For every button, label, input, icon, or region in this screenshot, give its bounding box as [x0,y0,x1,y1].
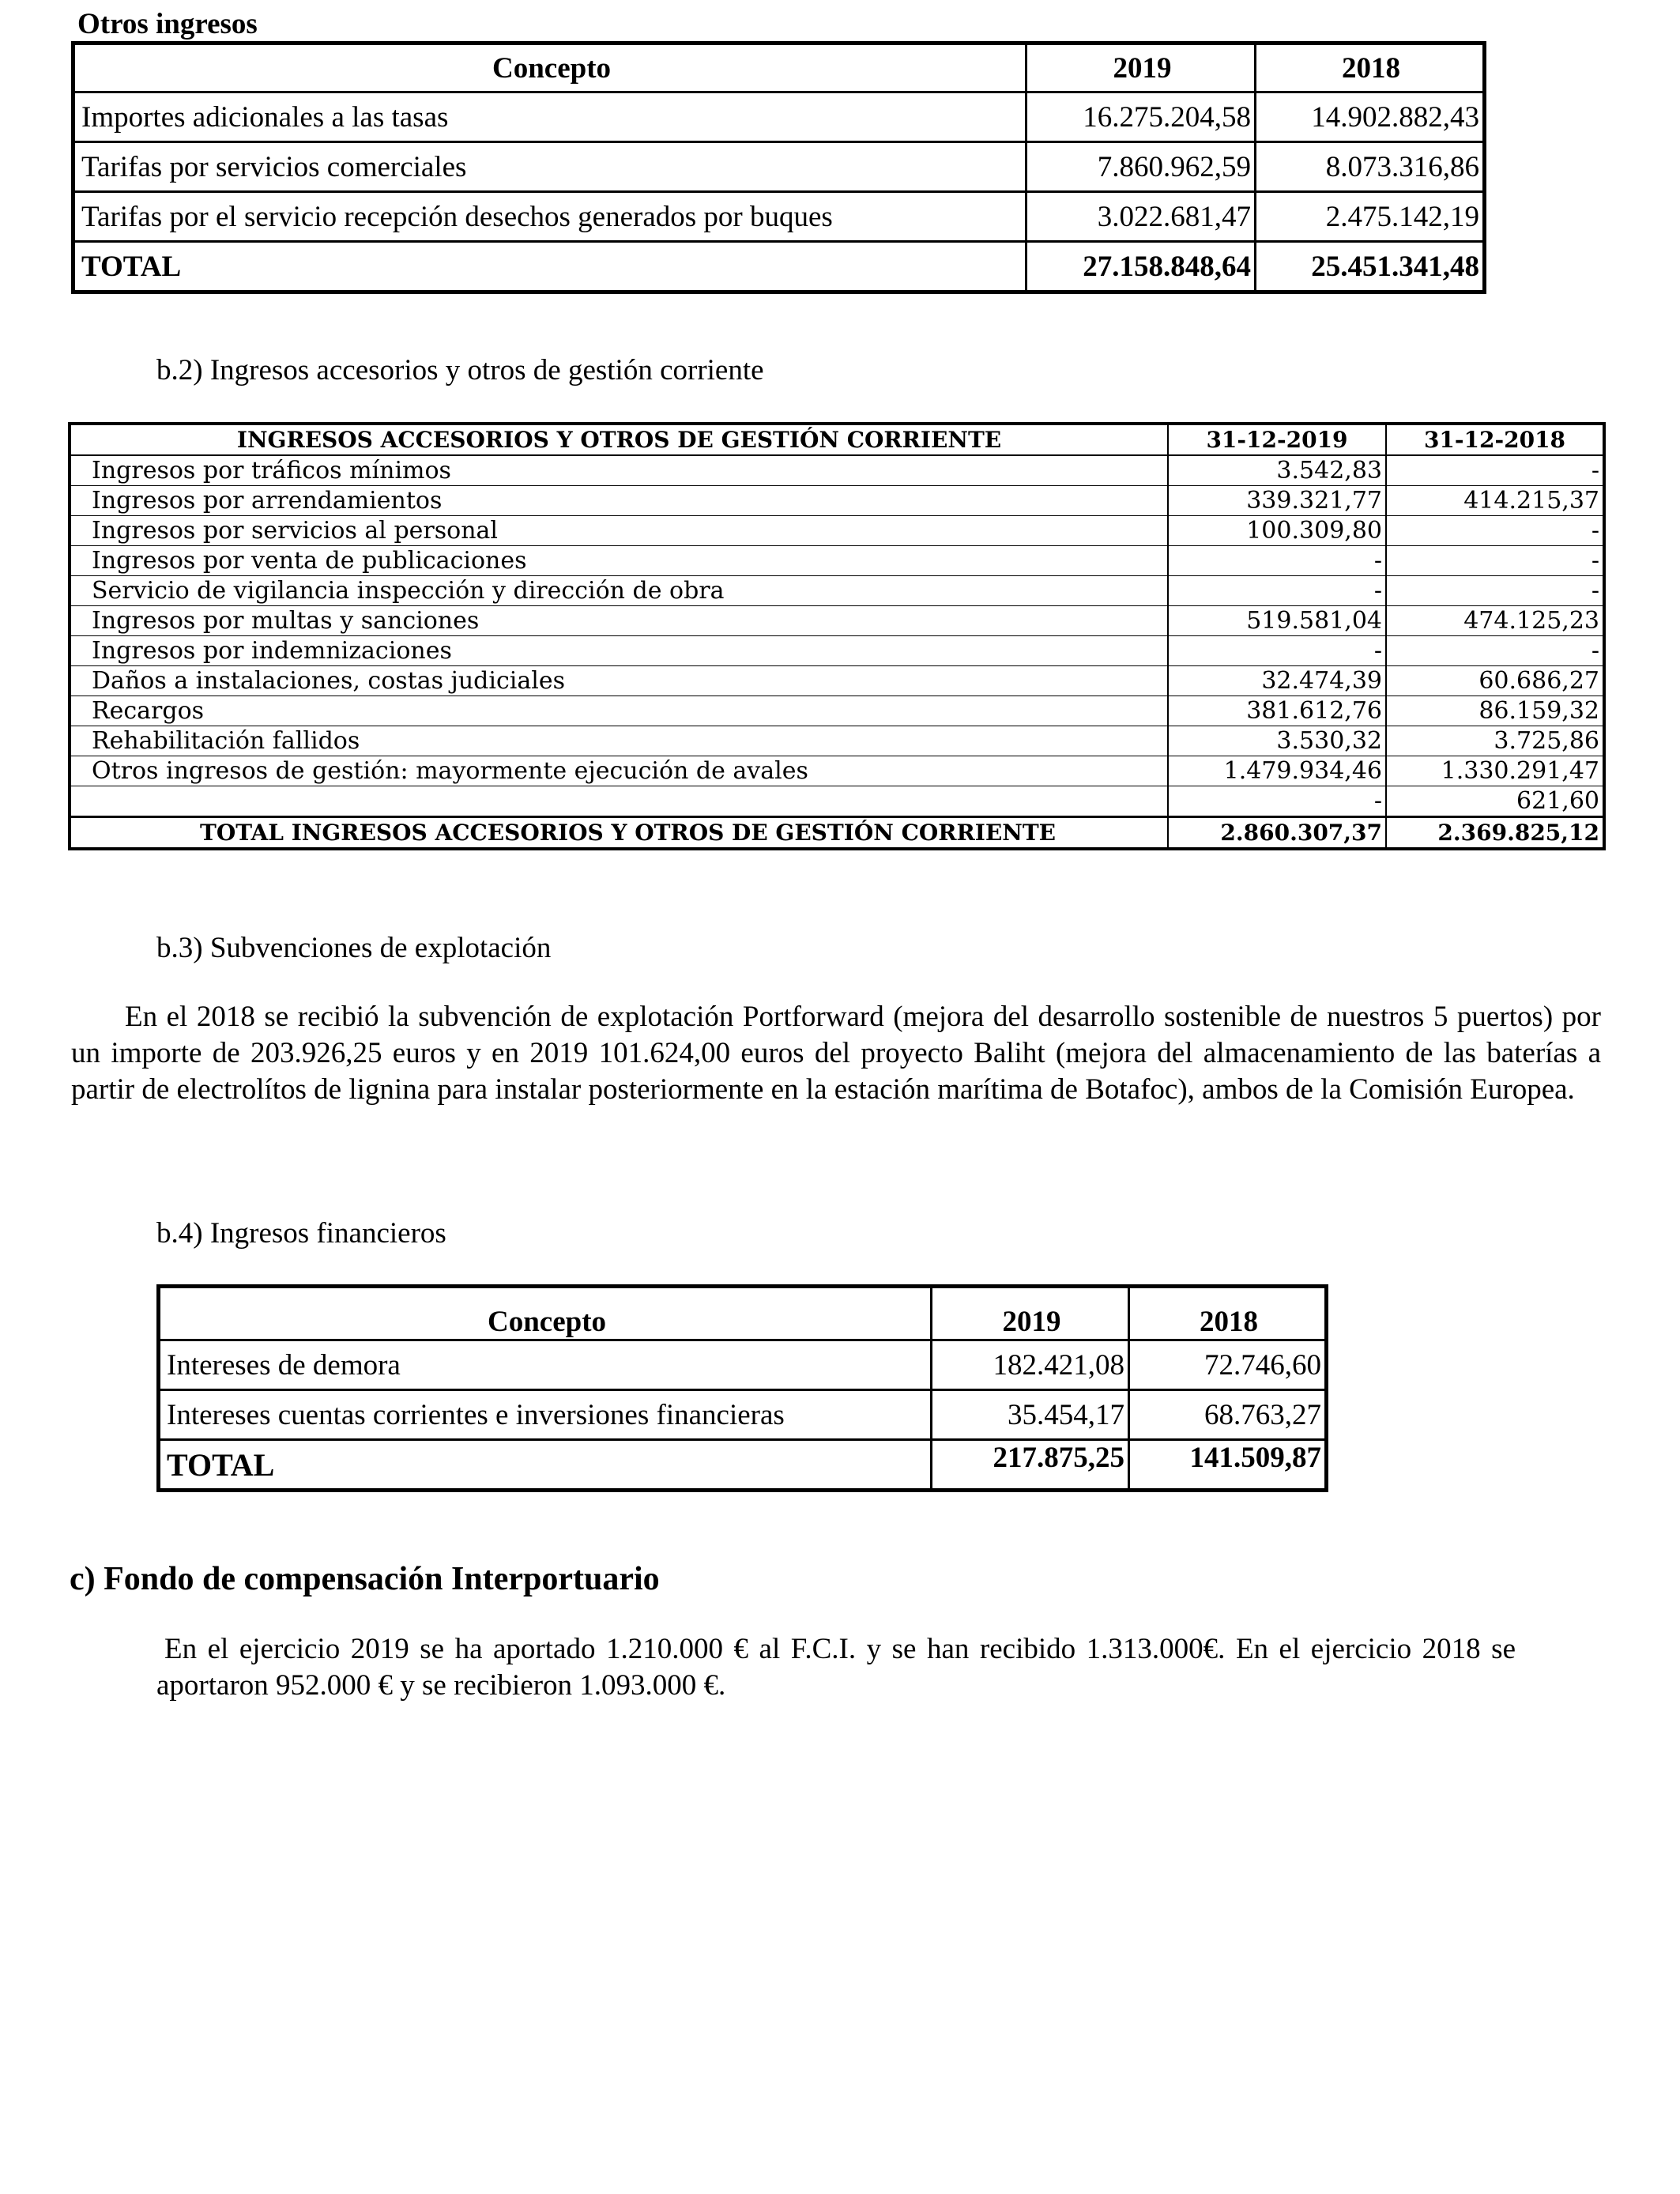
value-2018: 60.686,27 [1386,666,1604,696]
row-label: Rehabilitación fallidos [70,726,1168,756]
row-label: Recargos [70,696,1168,726]
ingresos-accesorios-table [68,422,1606,850]
otros-ingresos-table [71,41,1486,294]
total-row [73,242,1485,292]
value-2019: 32.474,39 [1168,666,1386,696]
value-2018: 86.159,32 [1386,696,1604,726]
table-row [73,142,1485,192]
total-2019: 27.158.848,64 [1026,242,1256,292]
column-header-2019: 2019 [932,1287,1129,1340]
table-row [159,1390,1327,1440]
value-2018: 474.125,23 [1386,606,1604,636]
table-row [70,786,1604,817]
value-2019: - [1168,786,1386,817]
table-row [70,546,1604,576]
table-header-row [159,1287,1327,1340]
column-header-concepto: Concepto [73,43,1026,92]
c-paragraph: En el ejercicio 2019 se ha aportado 1.210.000 € al F.C.I. y se han recibido 1.313.000€. En el ejercicio 2018 se aportaron 952.000 € y se recibieron 1.093.000 €. [156,1633,1516,1702]
column-header-2018: 2018 [1256,43,1485,92]
b2-title: b.2) Ingresos accesorios y otros de gestión corriente [156,354,764,386]
c-title: c) Fondo de compensación Interportuario [70,1561,660,1597]
row-label: Tarifas por servicios comerciales [73,142,1026,192]
value-2018: 3.725,86 [1386,726,1604,756]
total-label: TOTAL INGRESOS ACCESORIOS Y OTROS DE GESTIÓN CORRIENTE [70,817,1168,850]
value-2019: 35.454,17 [932,1390,1129,1440]
value-2018: 14.902.882,43 [1256,92,1485,142]
row-label [70,786,1168,817]
table-row [70,636,1604,666]
value-2019: 381.612,76 [1168,696,1386,726]
value-2018: - [1386,516,1604,546]
value-2018: 621,60 [1386,786,1604,817]
row-label: Intereses cuentas corrientes e inversiones financieras [159,1390,932,1440]
table-header-row [73,43,1485,92]
b3-paragraph: En el 2018 se recibió la subvención de explotación Portforward (mejora del desarrollo sostenible de nuestros 5 puertos) por un importe de 203.926,25 euros y en 2019 101.624,00 euros del proyecto Baliht (mejora del almacenamiento de las baterías a partir de electrolítos de lignina para instalar posteriormente en la estación marítima de Botafoc), ambos de la Comisión Europea. [71,1001,1601,1106]
total-2019: 217.875,25 [932,1440,1129,1491]
value-2018: - [1386,636,1604,666]
value-2019: - [1168,636,1386,666]
table-row [70,486,1604,516]
row-label: Tarifas por el servicio recepción desechos generados por buques [73,192,1026,242]
table-row [70,606,1604,636]
row-label: Ingresos por venta de publicaciones [70,546,1168,576]
row-label: Importes adicionales a las tasas [73,92,1026,142]
row-label: Servicio de vigilancia inspección y dirección de obra [70,576,1168,606]
table-row [70,696,1604,726]
b4-title: b.4) Ingresos financieros [156,1217,446,1250]
total-2019: 2.860.307,37 [1168,817,1386,850]
row-label: Daños a instalaciones, costas judiciales [70,666,1168,696]
value-2019: - [1168,546,1386,576]
row-label: Ingresos por tráficos mínimos [70,455,1168,486]
column-header-2019: 2019 [1026,43,1256,92]
value-2018: 414.215,37 [1386,486,1604,516]
b3-title: b.3) Subvenciones de explotación [156,932,552,964]
column-header-concepto: Concepto [159,1287,932,1340]
column-header-2018: 31-12-2018 [1386,424,1604,455]
value-2019: 519.581,04 [1168,606,1386,636]
total-2018: 2.369.825,12 [1386,817,1604,850]
table-row [70,666,1604,696]
table-row [70,516,1604,546]
row-label: Ingresos por multas y sanciones [70,606,1168,636]
total-label: TOTAL [73,242,1026,292]
total-2018: 25.451.341,48 [1256,242,1485,292]
table-row [73,192,1485,242]
row-label: Otros ingresos de gestión: mayormente ejecución de avales [70,756,1168,786]
value-2018: - [1386,546,1604,576]
column-header-2018: 2018 [1129,1287,1327,1340]
value-2019: - [1168,576,1386,606]
table-row [70,726,1604,756]
value-2019: 3.542,83 [1168,455,1386,486]
value-2019: 182.421,08 [932,1340,1129,1390]
value-2018: 8.073.316,86 [1256,142,1485,192]
total-row [70,817,1604,850]
table-row [70,756,1604,786]
value-2019: 100.309,80 [1168,516,1386,546]
value-2019: 7.860.962,59 [1026,142,1256,192]
value-2018: - [1386,576,1604,606]
value-2018: 72.746,60 [1129,1340,1327,1390]
value-2018: 2.475.142,19 [1256,192,1485,242]
value-2019: 3.530,32 [1168,726,1386,756]
value-2019: 3.022.681,47 [1026,192,1256,242]
total-row [159,1440,1327,1491]
row-label: Ingresos por servicios al personal [70,516,1168,546]
row-label: Ingresos por indemnizaciones [70,636,1168,666]
row-label: Ingresos por arrendamientos [70,486,1168,516]
ingresos-financieros-table [156,1284,1328,1492]
otros-ingresos-title: Otros ingresos [77,8,258,40]
row-label: Intereses de demora [159,1340,932,1390]
value-2019: 1.479.934,46 [1168,756,1386,786]
table-row [159,1340,1327,1390]
value-2018: - [1386,455,1604,486]
table-header-row [70,424,1604,455]
total-label: TOTAL [159,1440,932,1491]
value-2019: 16.275.204,58 [1026,92,1256,142]
total-2018: 141.509,87 [1129,1440,1327,1491]
column-header-2019: 31-12-2019 [1168,424,1386,455]
value-2018: 1.330.291,47 [1386,756,1604,786]
table-row [70,455,1604,486]
column-header-concepto: INGRESOS ACCESORIOS Y OTROS DE GESTIÓN CORRIENTE [70,424,1168,455]
value-2019: 339.321,77 [1168,486,1386,516]
table-row [70,576,1604,606]
table-row [73,92,1485,142]
value-2018: 68.763,27 [1129,1390,1327,1440]
